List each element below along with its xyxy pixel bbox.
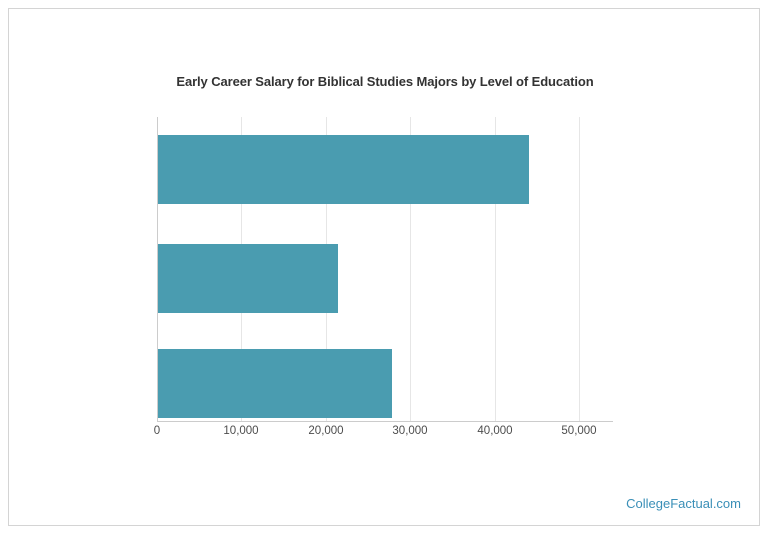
x-axis-ticks bbox=[153, 425, 613, 445]
watermark-collegefactual: CollegeFactual.com bbox=[626, 496, 741, 511]
x-tick-label: 40,000 bbox=[477, 425, 513, 437]
gridline bbox=[579, 117, 580, 422]
x-tick-label: 50,000 bbox=[561, 425, 597, 437]
chart-title: Early Career Salary for Biblical Studies Majors by Level of Education bbox=[176, 74, 594, 89]
x-tick-label: 30,000 bbox=[392, 425, 428, 437]
chart-frame bbox=[8, 8, 760, 526]
bar-1 bbox=[158, 135, 529, 204]
x-tick-label: 0 bbox=[153, 425, 161, 437]
x-tick-label: 10,000 bbox=[223, 425, 259, 437]
bar-3 bbox=[158, 349, 392, 418]
x-tick-label: 20,000 bbox=[308, 425, 344, 437]
plot-area bbox=[157, 117, 613, 422]
bar-2 bbox=[158, 244, 338, 313]
x-axis-line bbox=[157, 421, 613, 422]
